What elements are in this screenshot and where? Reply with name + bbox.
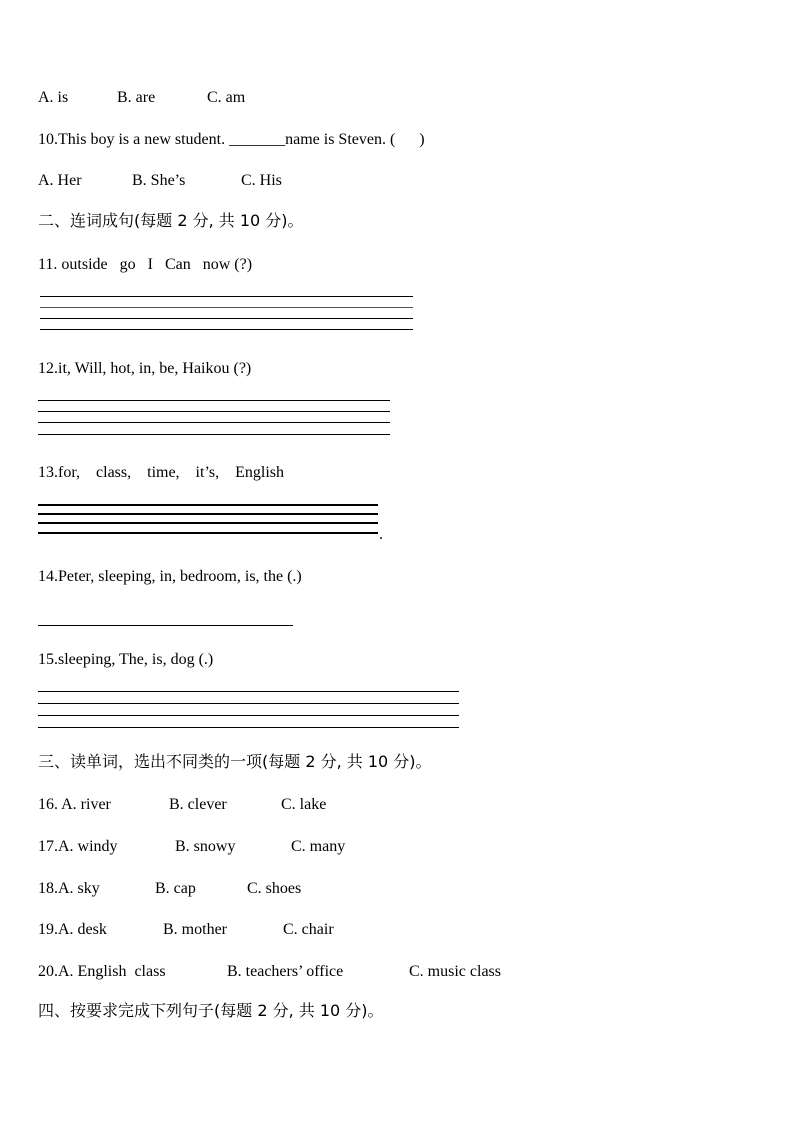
q17-option-b: B. snowy	[175, 838, 236, 855]
section-4-heading: 四、按要求完成下列句子(每题 2 分, 共 10 分)。	[38, 1001, 384, 1020]
q16-option-b: B. clever	[169, 796, 227, 813]
q10-option-c: C. His	[241, 172, 282, 189]
q17-option-a: 17.A. windy	[38, 838, 118, 855]
q13-period: .	[379, 526, 383, 543]
q9-option-a: A. is	[38, 89, 69, 106]
q19-option-c: C. chair	[283, 921, 334, 938]
q14-prompt: 14.Peter, sleeping, in, bedroom, is, the (.)	[38, 568, 302, 585]
q9-option-b: B. are	[117, 89, 156, 106]
section-2-heading: 二、连词成句(每题 2 分, 共 10 分)。	[38, 211, 304, 230]
q10-option-b: B. She’s	[132, 172, 186, 189]
q20-option-b: B. teachers’ office	[227, 963, 344, 980]
q17-option-c: C. many	[291, 838, 346, 855]
q15-prompt: 15.sleeping, The, is, dog (.)	[38, 651, 214, 668]
q13-prompt: 13.for, class, time, it’s, English	[38, 464, 285, 481]
q16-option-a: 16. A. river	[38, 796, 111, 813]
q9-option-c: C. am	[207, 89, 246, 106]
q18-option-b: B. cap	[155, 880, 196, 897]
q14-answer-line	[38, 625, 293, 626]
q10-option-a: A. Her	[38, 172, 82, 189]
q11-prompt: 11. outside go I Can now (?)	[38, 256, 253, 273]
q19-option-b: B. mother	[163, 921, 227, 938]
q19-option-a: 19.A. desk	[38, 921, 107, 938]
q18-option-a: 18.A. sky	[38, 880, 100, 897]
q20-option-c: C. music class	[409, 963, 501, 980]
q12-prompt: 12.it, Will, hot, in, be, Haikou (?)	[38, 360, 252, 377]
q16-option-c: C. lake	[281, 796, 327, 813]
section-3-heading: 三、读单词，选出不同类的一项(每题 2 分, 共 10 分)。	[38, 752, 432, 771]
q20-option-a: 20.A. English class	[38, 963, 166, 980]
q18-option-c: C. shoes	[247, 880, 302, 897]
q10-question: 10.This boy is a new student. _______name is Steven. ( )	[38, 131, 425, 148]
